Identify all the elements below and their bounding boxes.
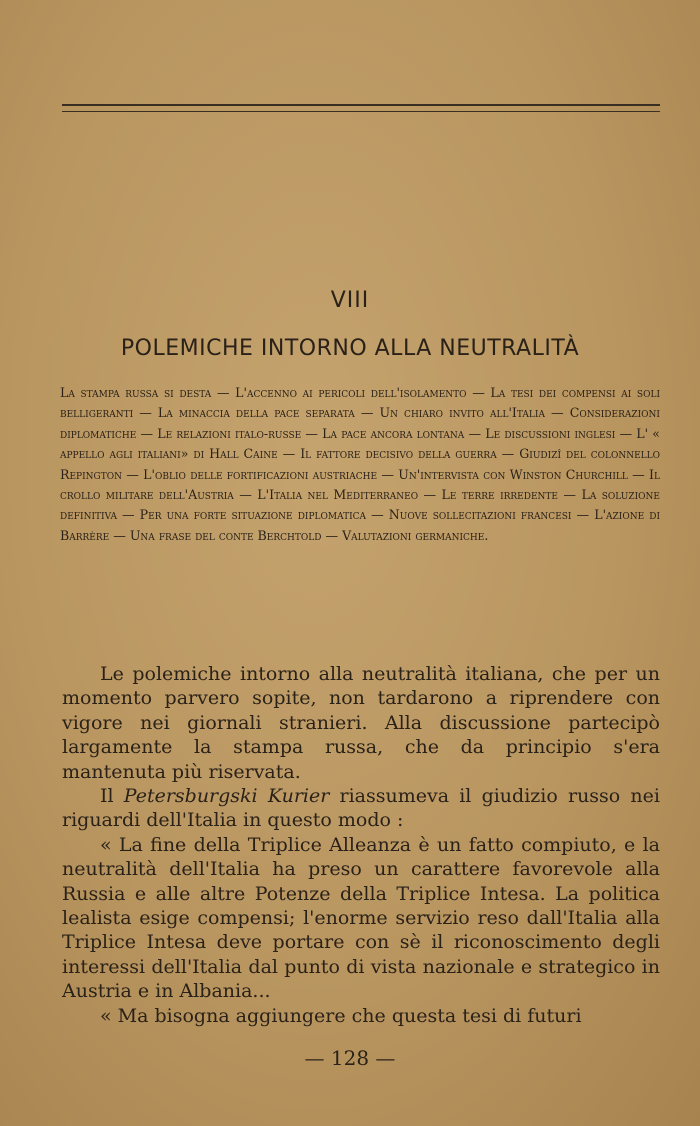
paragraph-3: « La fine della Triplice Alleanza è un fatto compiuto, e la neutralità dell'Italia ha preso un carattere favorevole alla Russia e alle altre Potenze della Triplice Intesa. La politica lealista esige compensi; l'enorme servizio reso dall'Italia alla Triplice Intesa deve portare con sè il riconoscimento degli interessi dell'Italia dal punto di vista nazionale e strategico in Austria e in Albania... [62,833,660,1003]
header-rule-thin [62,111,660,112]
page-number: — 128 — [304,1046,396,1070]
body-text [62,662,660,1028]
paragraph-4: « Ma bisogna aggiungere che questa tesi di futuri [100,1004,582,1027]
newspaper-title: Petersburgski Kurier [123,785,330,808]
chapter-title: POLEMICHE INTORNO ALLA NEUTRALITÀ [120,336,580,361]
header-rule-thick [62,104,660,106]
paragraph-2-prefix: Il [100,785,124,808]
paragraph-2-rest: riassumeva il giudizio russo nei riguardi dell'Italia in questo modo : [62,785,660,832]
paragraph-1: Le polemiche intorno alla neutralità italiana, che per un momento parvero sopite, non tardarono a riprendere con vigore nei giornali stranieri. Alla discussione partecipò largamente la stampa russa, che da principio s'era mantenuta più riservata. [62,663,660,783]
chapter-summary: La stampa russa si desta — L'accenno ai pericoli dell'isolamento — La tesi dei compensi ai soli belligeranti — La minaccia della pace separata — Un chiaro invito all'Italia — Considerazioni diplomatiche — Le relazioni italo-russe — La pace ancora lontana — Le discussioni inglesi — L' « appello agli italiani» di Hall Caine — Il fattore decisivo della guerra — Giudizî del colonnello Repington — L'oblio delle fortificazioni austriache — Un'intervista con Winston Churchill — Il crollo militare dell'Austria — L'Italia nel Mediterraneo — Le terre irredente — La soluzione definitiva — Per una forte situazione diplomatica — Nuove sollecitazioni francesi — L'azione di Barrère — Una frase del conte Berchtold — Valutazioni germaniche. [60,385,660,543]
chapter-number: VIII [330,288,370,313]
paragraph-2 [62,784,660,833]
